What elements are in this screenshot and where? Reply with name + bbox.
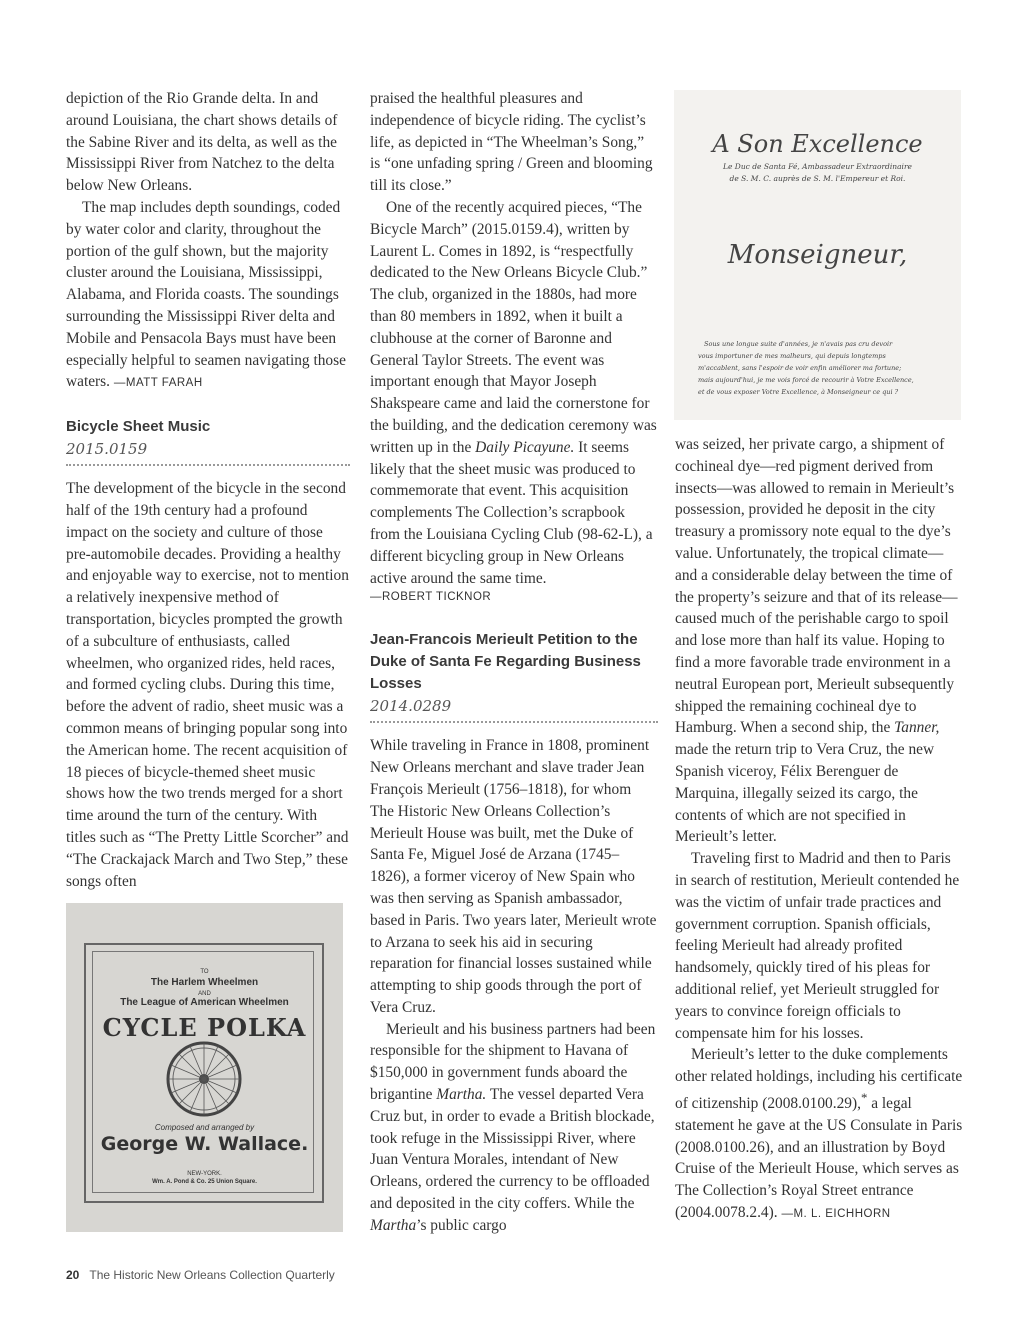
sheet-title: CYCLE POLKA [102, 1013, 307, 1042]
letter-body-line: mais aujourd'hui, je me vois forcé de recourir à Votre Excellence, [698, 376, 914, 384]
paragraph-text-cont: a legal statement he gave at the US Consulate in Paris (2008.0100.26), and an illustration by Boyd Cruise of the Merieult House, which serves as The Collection’s Royal Street entrance (2004.0078.2.4). [675, 1095, 963, 1222]
footnote-mark: * [860, 1090, 868, 1105]
sheet-music-image [66, 903, 343, 1232]
author-credit: —M. L. EICHHORN [781, 1208, 891, 1221]
ship-name: Martha. [436, 1086, 487, 1104]
letter-salutation-excellence: A Son Excellence [712, 130, 923, 158]
ship-name: Martha [370, 1216, 417, 1234]
paragraph-text: Merieult and his business partners had been responsible for the shipment to Havana of $150,000 in government funds aboard the brigantine [370, 1020, 656, 1104]
column-right [675, 434, 965, 1226]
section-heading: Bicycle Sheet Music [66, 418, 211, 436]
column-middle [370, 88, 658, 1237]
paragraph-map-soundings [66, 197, 350, 395]
paragraph-seized [675, 434, 965, 848]
letter-salutation-monseigneur: Monseigneur, [727, 240, 908, 270]
paragraph-text: One of the recently acquired pieces, “The Bicycle March” (2015.0159.4), written by Laurent L. Comes in 1892, is “respectfully dedicated to the New Orleans Bicycle Club.” The club, organized in the 1880s, had more than 80 members in 1892, when it built a clubhouse at the corner of Baronne and General Taylor Streets. The event was important enough that Mayor Joseph Shakspeare came and laid the cornerstone for the building, and the dedication ceremony was written up in the [370, 198, 657, 456]
sheet-dedication-2: The League of American Wheelmen [120, 997, 289, 1008]
paragraph-text-cont: made the return trip to Vera Cruz, the new Spanish viceroy, Félix Berenguer de Marquina, illegally seized its cargo, the contents of which are not specified in Merieult’s letter. [675, 741, 935, 846]
letter-body-line: et de vous exposer Votre Excellence, à Monseigneur ce qui ? [698, 388, 899, 396]
sheet-city: NEW-YORK. [187, 1171, 222, 1177]
sheet-composed-by: Composed and arranged by [154, 1123, 255, 1132]
paragraph-text-cont: The vessel departed Vera Cruz but, in order to evade a British blockade, took refuge in the Mississippi River, where Juan Ventura Morales, intendant of New Orleans, ordered the currency to be offloaded and deposited in the city coffers. While the [370, 1086, 655, 1213]
paragraph-text: was seized, her private cargo, a shipment of cochineal dye—red pigment derived from insects—was allowed to remain in Merieult’s possession, provided he deposit in the city treasury a promissory note equal to the dye’s value. Unfortunately, the tropical climate—and a considerable delay between the time of the property’s seizure and that of its release—caused much of the perishable cargo to spoil and lose more than half its value. Hoping to find a more favorable trade environment in a neutral European port, Merieult subsequently shipped the remaining cochineal dye to Hamburg. When a second ship, the [675, 436, 958, 737]
letter-body-line: m'accablent, sans l'espoir de voir enfin améliorer ma fortune; [698, 364, 902, 372]
paragraph-bicycle: The development of the bicycle in the second half of the 19th century had a profound impact on the society and culture of those pre-automobile decades. Providing a healthy and enjoyable way to exercise, not to mention a relatively inexpensive method of transportation, bicycles prompted the growth of a subculture of enthusiasts, called wheelmen, who organized rides, held races, and formed cycling clubs. During this time, before the advent of radio, sheet music was a common means of bringing popular song into the American home. The recent acquisition of 18 pieces of bicycle-themed sheet music shows how the two trends merged for a short time around the turn of the century. With titles such as “The Pretty Little Scorcher” and “The Crackajack March and Two Step,” these songs often [66, 480, 349, 890]
dotted-divider [66, 464, 350, 466]
publication-title: The Historic New Orleans Collection Quarterly [89, 1268, 335, 1282]
bicycle-wheel-icon [164, 1039, 244, 1119]
letter-address-2: de S. M. C. auprès de S. M. l'Empereur et Roi. [729, 174, 906, 183]
newspaper-title: Daily Picayune. [475, 438, 575, 456]
accession-number: 2015.0159 [66, 440, 148, 459]
paragraph-praised: praised the healthful pleasures and independence of bicycle riding. The cyclist’s life, as depicted in “The Wheelman’s Song,” is “one unfading spring / Green and blooming till its close.” [370, 90, 653, 195]
page-footer [66, 1268, 335, 1282]
accession-number: 2014.0289 [370, 697, 452, 716]
paragraph-text-end: ’s public cargo [416, 1216, 507, 1234]
paragraph-rio-grande: depiction of the Rio Grande delta. In and around Louisiana, the chart shows details of the Sabine River and its delta, as well as the Mississippi River from Natchez to the delta below New Orleans. [66, 90, 338, 195]
paragraph-text: Merieult’s letter to the duke complements other related holdings, including his certificate of citizenship (2008.0100.29), [675, 1046, 963, 1113]
sheet-publisher: Wm. A. Pond & Co. 25 Union Square. [152, 1179, 257, 1185]
sheet-composer: George W. Wallace. [100, 1133, 309, 1155]
paragraph-madrid: Traveling first to Madrid and then to Paris in search of restitution, Merieult contended he was the victim of unfair trade practices and government corruption. Spanish officials, feeling Merieult had already profited handsomely, quickly tired of his pleas for additional relief, yet Merieult struggled for years to convince foreign officials to compensate him for his losses. [675, 850, 960, 1042]
paragraph-bicycle-march [370, 197, 658, 589]
paragraph-map-text: The map includes depth soundings, coded by water color and clarity, throughout the portion of the gulf shown, but the majority cluster around the Louisiana, Mississippi, Alabama, and Florida coasts. The soundings surrounding the Mississippi River delta and Mobile and Pensacola Bays must have been especially helpful to seamen navigating those waters. [66, 198, 346, 391]
author-credit: —MATT FARAH [113, 377, 203, 390]
paragraph-text-cont: It seems likely that the sheet music was produced to commemorate that event. This acquisition complements The Collection’s scrapbook from the Louisiana Cycling Club (98-62-L), a different bicycling group in New Orleans active around the same time. [370, 438, 653, 587]
letter-address-1: Le Duc de Santa Fé, Ambassadeur Extraordinaire [723, 162, 912, 171]
sheet-to: TO [200, 969, 209, 975]
paragraph-traveling: While traveling in France in 1808, prominent New Orleans merchant and slave trader Jean François Merieult (1756–1818), for whom The Historic New Orleans Collection’s Merieult House was built, met the Duke of Santa Fe, Miguel José de Arzana (1745–1826), a former viceroy of New Spain who was then serving as Spanish ambassador, based in Paris. Two years later, Merieult wrote to Arzana to seek his aid in securing reparation for financial losses sustained while attempting to ship goods through the port of Vera Cruz. [370, 737, 657, 1016]
sheet-dedication-1: The Harlem Wheelmen [150, 977, 259, 988]
paragraph-partners [370, 1019, 658, 1237]
page-number: 20 [66, 1268, 80, 1282]
column-left [66, 88, 350, 892]
letter-body-line: vous importuner de mes malheurs, qui depuis longtemps [698, 352, 886, 360]
sheet-and: AND [198, 991, 211, 997]
dotted-divider [370, 721, 658, 723]
ship-name: Tanner, [894, 719, 940, 737]
author-credit: —ROBERT TICKNOR [370, 591, 492, 604]
letter-body-line: Sous une longue suite d'années, je n'avais pas cru devoir [704, 340, 893, 348]
section-heading: Jean-Francois Merieult Petition to the Duke of Santa Fe Regarding Business Losses [370, 631, 641, 693]
paragraph-letter-holdings [675, 1044, 965, 1226]
letter-image [674, 90, 961, 420]
